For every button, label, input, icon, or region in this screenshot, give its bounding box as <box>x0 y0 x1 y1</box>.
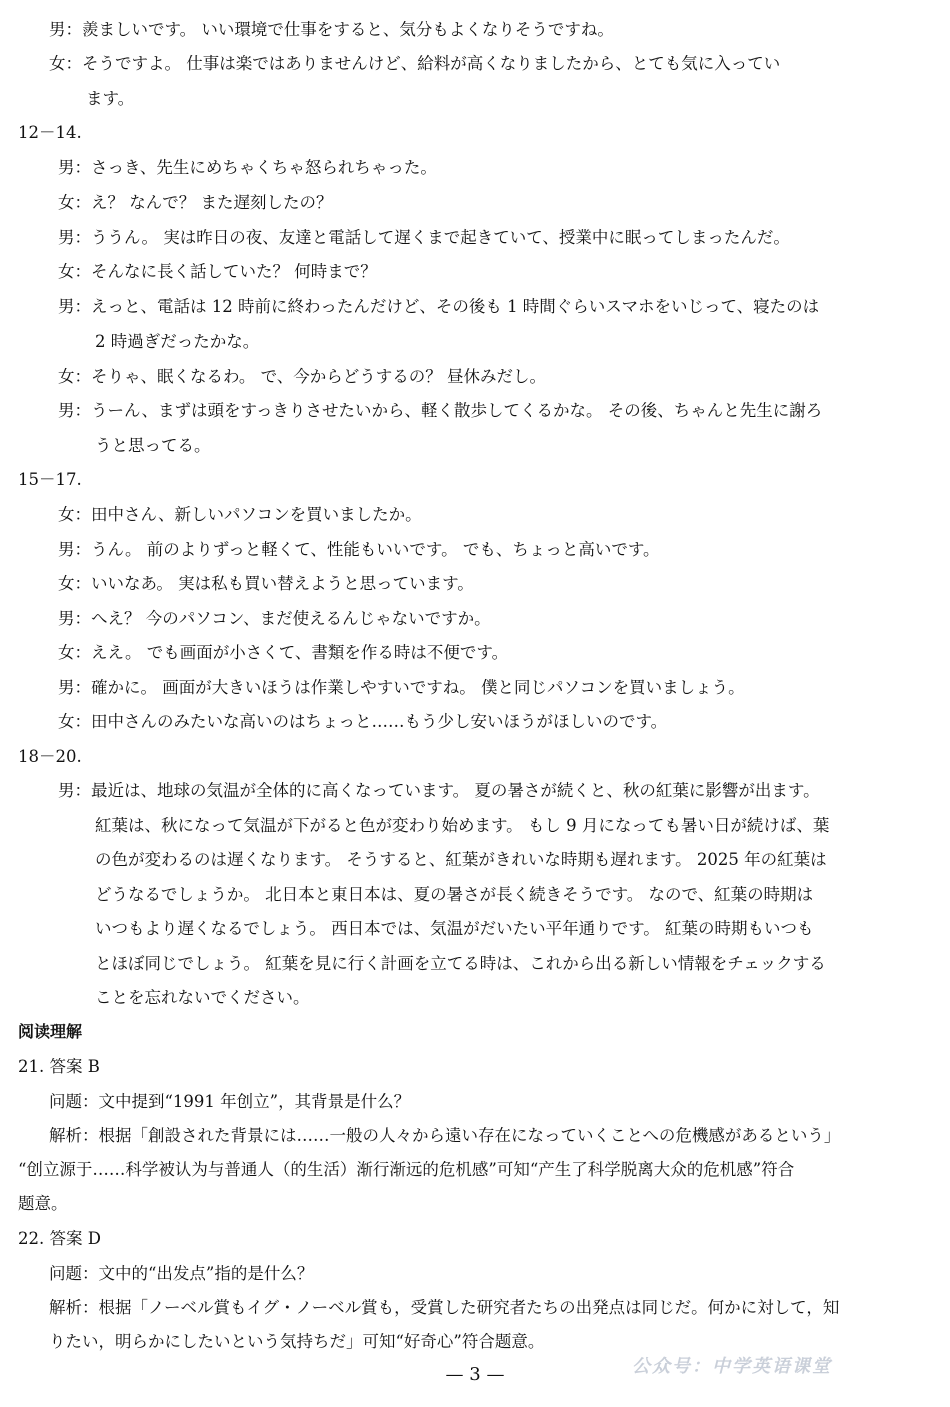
text-line: 问题：文中的“出发点”指的是什么？ <box>49 1264 314 1283</box>
text-line: 紅葉は、秋になって気温が下がると色が変わり始めます。 もし 9 月になっても暑い日が続けば、葉 <box>95 816 830 835</box>
text-line: 女：そうですよ。 仕事は楽ではありませんけど、給料が高くなりましたから、とても気に入ってい <box>49 54 781 73</box>
text-line: 男：えっと、電話は 12 時前に終わったんだけど、その後も 1 時間ぐらいスマホをいじって、寝たのは <box>58 297 820 316</box>
text-line: 女：田中さんのみたいな高いのはちょっと……もう少し安いほうがほしいのです。 <box>58 712 668 731</box>
text-line: りたい，明らかにしたいという気持ちだ」可知“好奇心”符合题意。 <box>49 1332 545 1351</box>
text-line: 男：最近は、地球の気温が全体的に高くなっています。 夏の暑さが続くと、秋の紅葉に影響が出ます。 <box>58 781 820 800</box>
section-number: 15－17. <box>18 470 82 489</box>
text-line: 男：確かに。 画面が大きいほうは作業しやすいですね。 僕と同じパソコンを買いましょう。 <box>58 678 745 697</box>
text-line: 女：ええ。 でも画面が小さくて、書類を作る時は不便です。 <box>58 643 509 662</box>
text-line: 问题：文中提到“1991 年创立”，其背景是什么？ <box>49 1092 411 1111</box>
text-line: 女：田中さん、新しいパソコンを買いましたか。 <box>58 505 422 524</box>
watermark: 公众号：中学英语课堂 <box>632 1356 832 1377</box>
text-line: 男：うん。 前のよりずっと軽くて、性能もいいです。 でも、ちょっと高いです。 <box>58 540 660 559</box>
text-line: 男：へえ？ 今のパソコン、まだ使えるんじゃないですか。 <box>58 609 491 628</box>
text-line: の色が変わるのは遅くなります。 そうすると、紅葉がきれいな時期も遅れます。 2025 年の紅葉は <box>95 850 827 869</box>
text-line: 题意。 <box>18 1194 68 1213</box>
text-line: 男：羨ましいです。 いい環境で仕事をすると、気分もよくなりそうですね。 <box>49 20 614 39</box>
text-line: “创立源于……科学被认为与普通人（的生活）渐行渐远的危机感”可知“产生了科学脱离大众的危机感”符合 <box>18 1160 795 1179</box>
text-line: ことを忘れないでください。 <box>95 988 310 1007</box>
text-line: いつもより遅くなるでしょう。 西日本では、気温がだいたい平年通りです。 紅葉の時期もいつも <box>95 919 814 938</box>
text-line: 2 時過ぎだったかな。 <box>95 332 260 351</box>
answer-line: 22. 答案 D <box>18 1229 101 1248</box>
text-line: 解析：根据「ノーベル賞もイグ・ノーベル賞も，受賞した研究者たちの出発点は同じだ。何かに対して，知 <box>49 1298 840 1317</box>
text-line: 男：さっき、先生にめちゃくちゃ怒られちゃった。 <box>58 158 437 177</box>
text-line: とほぼ同じでしょう。 紅葉を見に行く計画を立てる時は、これから出る新しい情報をチェックする <box>95 954 826 973</box>
text-line: ます。 <box>86 89 135 108</box>
text-line: 女：いいなあ。 実は私も買い替えようと思っています。 <box>58 574 474 593</box>
text-line: 男：うーん、まずは頭をすっきりさせたいから、軽く散歩してくるかな。 その後、ちゃんと先生に謝ろ <box>58 401 823 420</box>
section-number: 12－14. <box>18 123 82 142</box>
section-number: 18－20. <box>18 747 82 766</box>
text-line: 男：ううん。 実は昨日の夜、友達と電話して遅くまで起きていて、授業中に眠ってしまったんだ。 <box>58 228 790 247</box>
text-line: 女：え？ なんで？ また遅刻したの？ <box>58 193 333 212</box>
answer-line: 21. 答案 B <box>18 1057 100 1076</box>
text-line: 女：そりゃ、眠くなるわ。 で、今からどうするの？ 昼休みだし。 <box>58 367 546 386</box>
text-line: どうなるでしょうか。 北日本と東日本は、夏の暑さが長く続きそうです。 なので、紅葉の時期は <box>95 885 814 904</box>
text-line: 女：そんなに長く話していた？ 何時まで？ <box>58 262 377 281</box>
page-number: — 3 — <box>445 1364 505 1385</box>
text-line: 解析：根据「創設された背景には……一般の人々から遠い存在になっていくことへの危機感があるという」 <box>49 1126 841 1145</box>
section-heading: 阅读理解 <box>18 1022 83 1041</box>
text-line: うと思ってる。 <box>95 436 211 455</box>
